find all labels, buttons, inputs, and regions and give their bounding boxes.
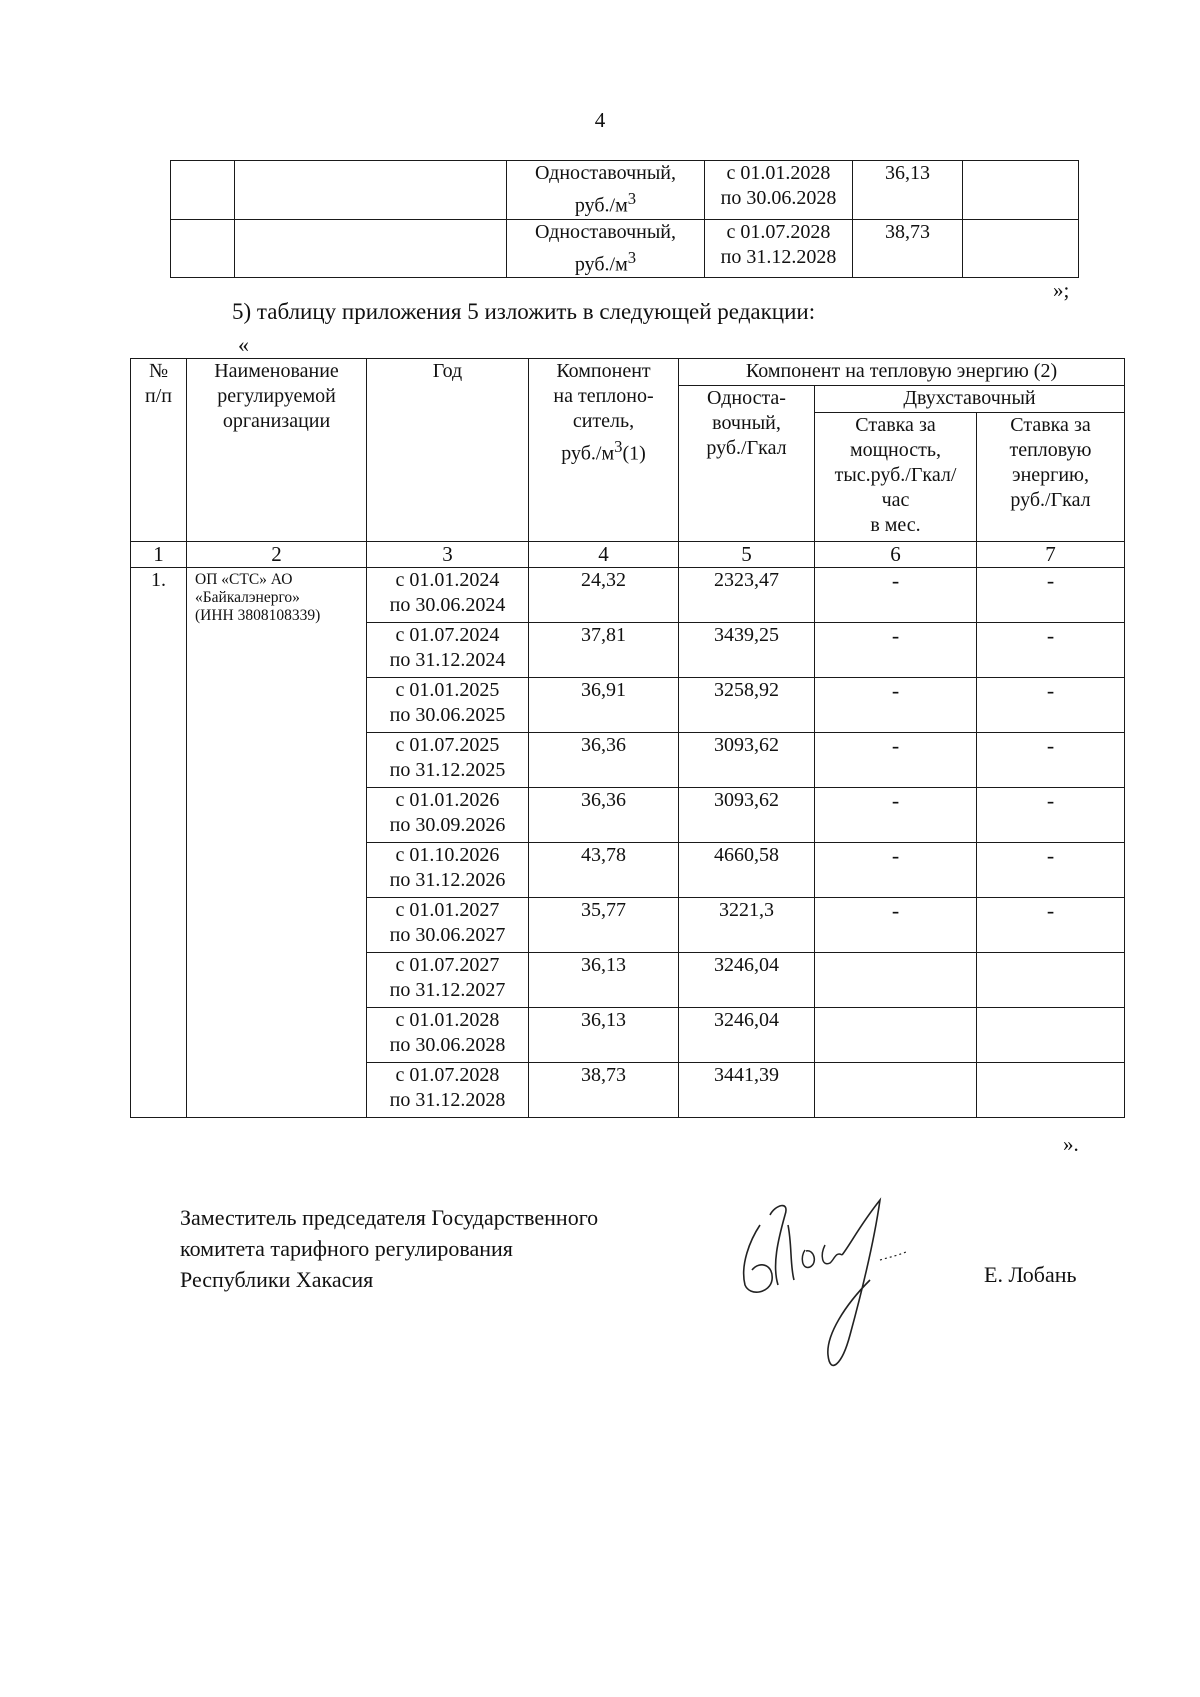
- period-from: с 01.01.2024: [395, 569, 500, 591]
- carrier-value: 36,13: [529, 953, 679, 1008]
- column-number: 4: [529, 542, 679, 568]
- header-text: регулируемой: [217, 385, 336, 407]
- header-single-rate: [679, 386, 815, 542]
- value-cell: 36,13: [853, 161, 963, 220]
- header-text: Односта-: [707, 387, 786, 409]
- period-cell: [367, 788, 529, 843]
- carrier-value: 36,36: [529, 733, 679, 788]
- single-rate-value: 3221,3: [679, 898, 815, 953]
- tariff-type: Одноставочный,: [535, 220, 676, 243]
- header-text: тепловую: [1009, 439, 1092, 461]
- unit-superscript: 3: [627, 189, 637, 208]
- empty-cell: [171, 161, 235, 220]
- single-rate-value: 3093,62: [679, 788, 815, 843]
- period-to: по 30.09.2026: [389, 814, 506, 836]
- tariff-unit: руб./м: [574, 253, 628, 276]
- empty-cell: [963, 219, 1079, 278]
- empty-cell: [235, 161, 507, 220]
- header-text: на теплоно-: [553, 385, 654, 407]
- header-text: организации: [222, 410, 331, 432]
- period-to: по 30.06.2028: [389, 1034, 506, 1056]
- energy-rate-value: -: [977, 733, 1125, 788]
- header-energy-rate: [977, 413, 1125, 542]
- single-rate-value: 3439,25: [679, 623, 815, 678]
- signer-name: Е. Лобань: [984, 1262, 1077, 1287]
- header-thermal: Компонент на тепловую энергию (2): [679, 359, 1125, 386]
- period-to: по 31.12.2026: [389, 869, 506, 891]
- power-rate-value: [815, 953, 977, 1008]
- period-to: по 31.12.2027: [389, 979, 506, 1001]
- power-rate-value: -: [815, 568, 977, 623]
- period-to: по 30.06.2027: [389, 924, 506, 946]
- unit-superscript: 3: [614, 437, 623, 456]
- single-rate-value: 4660,58: [679, 843, 815, 898]
- period-from: с 01.10.2026: [395, 844, 500, 866]
- empty-cell: [171, 219, 235, 278]
- organization-line: (ИНН 3808108339): [195, 607, 321, 624]
- carrier-value: 36,36: [529, 788, 679, 843]
- period-cell: [705, 219, 853, 278]
- header-text: руб./Гкал: [1010, 489, 1091, 511]
- page-number: 4: [594, 108, 606, 132]
- period-from: с 01.07.2028: [726, 220, 831, 243]
- header-text: п/п: [145, 385, 172, 407]
- tariff-type-cell: [507, 161, 705, 220]
- single-rate-value: 3258,92: [679, 678, 815, 733]
- header-text: вочный,: [712, 412, 781, 434]
- organization-line: ОП «СТС» АО: [195, 571, 293, 588]
- empty-cell: [235, 219, 507, 278]
- period-to: по 31.12.2024: [389, 649, 506, 671]
- tariff-type: Одноставочный,: [535, 162, 676, 184]
- intro-paragraph: 5) таблицу приложения 5 изложить в следующей редакции:: [232, 299, 816, 324]
- single-rate-value: 3246,04: [679, 953, 815, 1008]
- energy-rate-value: [977, 953, 1125, 1008]
- signer-position: Республики Хакасия: [180, 1267, 374, 1292]
- tariff-unit: руб./м: [574, 194, 628, 217]
- single-rate-value: 3441,39: [679, 1063, 815, 1118]
- single-rate-value: 2323,47: [679, 568, 815, 623]
- signer-position: комитета тарифного регулирования: [180, 1236, 513, 1261]
- energy-rate-value: -: [977, 843, 1125, 898]
- tariff-table: [130, 358, 1125, 1118]
- unit-superscript: 3: [627, 247, 637, 267]
- single-rate-value: 3246,04: [679, 1008, 815, 1063]
- column-number-row: [131, 542, 1125, 568]
- energy-rate-value: -: [977, 568, 1125, 623]
- carrier-value: 36,13: [529, 1008, 679, 1063]
- header-text: руб./Гкал: [706, 437, 787, 459]
- period-to: по 30.06.2025: [389, 704, 506, 726]
- power-rate-value: -: [815, 898, 977, 953]
- header-text: тыс.руб./Гкал/: [834, 464, 957, 486]
- signer-position: Заместитель председателя Государственного: [180, 1205, 599, 1230]
- closing-quote: ».: [1063, 1132, 1079, 1156]
- table-row: [171, 219, 1079, 278]
- energy-rate-value: -: [977, 623, 1125, 678]
- power-rate-value: -: [815, 623, 977, 678]
- power-rate-value: [815, 1008, 977, 1063]
- row-number: 1.: [131, 568, 187, 1118]
- header-text: в мес.: [870, 514, 921, 536]
- period-to: по 31.12.2028: [389, 1089, 506, 1111]
- header-text: Ставка за: [1010, 414, 1091, 436]
- period-from: с 01.07.2025: [395, 734, 500, 756]
- period-cell: [367, 953, 529, 1008]
- period-to: по 30.06.2028: [720, 187, 837, 209]
- column-number: 5: [679, 542, 815, 568]
- handwritten-signature: [730, 1185, 940, 1385]
- tariff-type-cell: [507, 219, 705, 278]
- closing-quote: »;: [1053, 278, 1070, 302]
- period-cell: [367, 1008, 529, 1063]
- value-cell: 38,73: [853, 219, 963, 278]
- carrier-value: 43,78: [529, 843, 679, 898]
- period-from: с 01.01.2027: [395, 899, 500, 921]
- empty-cell: [963, 161, 1079, 220]
- carrier-value: 36,91: [529, 678, 679, 733]
- period-cell: [367, 733, 529, 788]
- carrier-value: 24,32: [529, 568, 679, 623]
- table-row: [131, 568, 1125, 623]
- organization-name: [187, 568, 367, 1118]
- carrier-value: 37,81: [529, 623, 679, 678]
- header-text: мощность,: [850, 439, 941, 461]
- period-to: по 31.12.2025: [389, 759, 506, 781]
- energy-rate-value: -: [977, 898, 1125, 953]
- table-row: [171, 161, 1079, 220]
- power-rate-value: -: [815, 788, 977, 843]
- power-rate-value: -: [815, 843, 977, 898]
- period-cell: [367, 568, 529, 623]
- footnote-ref: (1): [622, 442, 646, 465]
- column-number: 2: [187, 542, 367, 568]
- signature-block: [180, 1202, 598, 1295]
- period-from: с 01.07.2028: [395, 1064, 500, 1086]
- power-rate-value: -: [815, 678, 977, 733]
- header-carrier: [529, 359, 679, 542]
- period-from: с 01.01.2028: [726, 162, 831, 184]
- period-from: с 01.01.2026: [395, 789, 500, 811]
- period-from: с 01.07.2024: [395, 624, 500, 646]
- single-rate-value: 3093,62: [679, 733, 815, 788]
- header-text: Ставка за: [855, 414, 936, 436]
- energy-rate-value: -: [977, 788, 1125, 843]
- column-number: 7: [977, 542, 1125, 568]
- power-rate-value: [815, 1063, 977, 1118]
- carrier-value: 35,77: [529, 898, 679, 953]
- header-num: [131, 359, 187, 542]
- header-text: энергию,: [1011, 464, 1089, 486]
- period-to: по 30.06.2024: [389, 594, 506, 616]
- period-cell: [367, 898, 529, 953]
- energy-rate-value: [977, 1063, 1125, 1118]
- energy-rate-value: [977, 1008, 1125, 1063]
- header-text: руб./м: [561, 442, 615, 465]
- period-cell: [705, 161, 853, 220]
- period-from: с 01.07.2027: [395, 954, 500, 976]
- power-rate-value: -: [815, 733, 977, 788]
- continuation-table: [170, 160, 1079, 278]
- column-number: 3: [367, 542, 529, 568]
- column-number: 1: [131, 542, 187, 568]
- header-text: Компонент: [556, 360, 651, 382]
- header-two-rate: Двухставочный: [815, 386, 1125, 413]
- period-to: по 31.12.2028: [720, 245, 837, 268]
- period-cell: [367, 843, 529, 898]
- period-from: с 01.01.2028: [395, 1009, 500, 1031]
- organization-line: «Байкалэнерго»: [195, 589, 300, 606]
- header-text: №: [148, 360, 169, 382]
- period-cell: [367, 678, 529, 733]
- period-cell: [367, 623, 529, 678]
- header-row: [131, 359, 1125, 386]
- period-cell: [367, 1063, 529, 1118]
- carrier-value: 38,73: [529, 1063, 679, 1118]
- period-from: с 01.01.2025: [395, 679, 500, 701]
- header-text: Наименование: [214, 360, 339, 382]
- header-text: ситель,: [572, 410, 635, 432]
- energy-rate-value: -: [977, 678, 1125, 733]
- header-text: час: [881, 489, 910, 511]
- header-org: [187, 359, 367, 542]
- header-power-rate: [815, 413, 977, 542]
- column-number: 6: [815, 542, 977, 568]
- header-year: Год: [367, 359, 529, 542]
- opening-quote: «: [238, 332, 249, 357]
